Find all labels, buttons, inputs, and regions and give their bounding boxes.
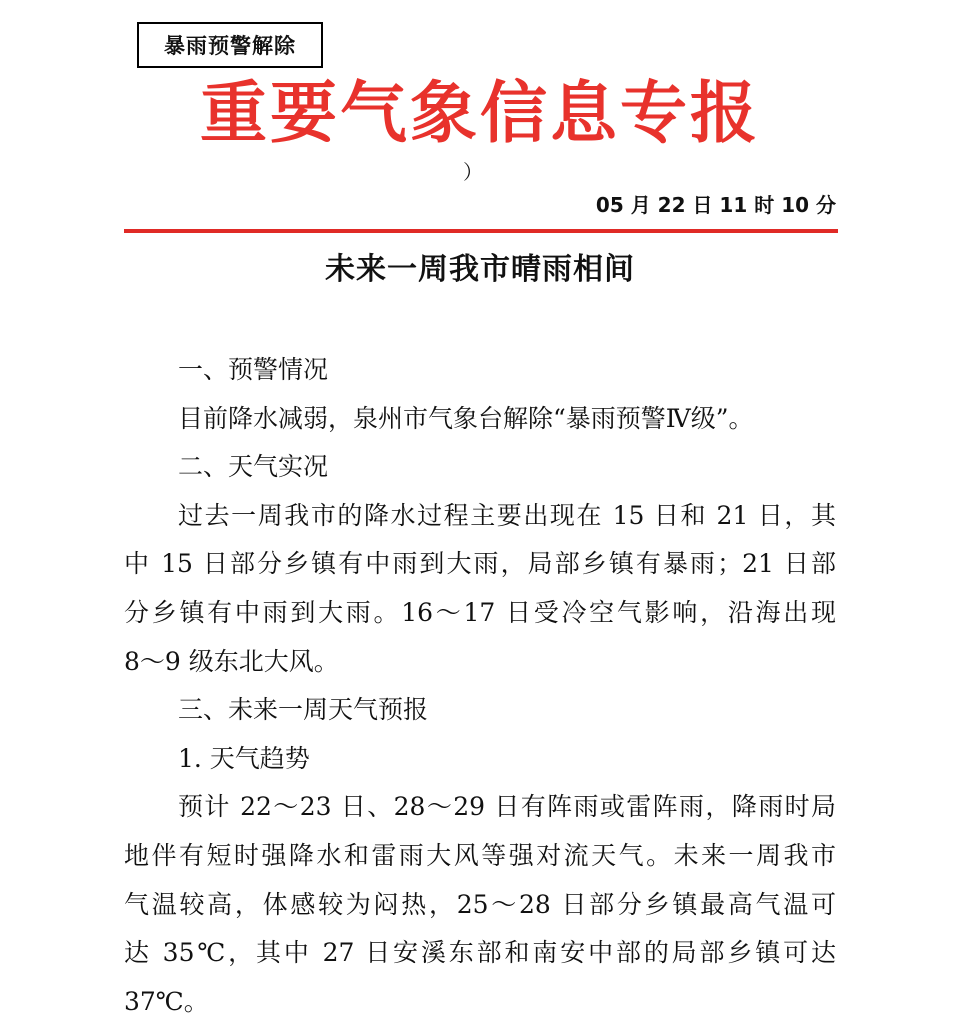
paragraph-line: 地伴有短时强降水和雷雨大风等强对流天气。未来一周我市 (124, 840, 836, 870)
body-text (124, 346, 836, 1026)
headline: 未来一周我市晴雨相间 (325, 252, 635, 287)
paragraph-line: 中 15 日部分乡镇有中雨到大雨，局部乡镇有暴雨；21 日部 (124, 549, 836, 579)
paragraph-line: 8～9 级东北大风。 (124, 646, 339, 676)
issue-number: ） (463, 160, 483, 184)
paragraph-line: 过去一周我市的降水过程主要出现在 15 日和 21 日，其 (178, 500, 836, 530)
paragraph-line: 分乡镇有中雨到大雨。16～17 日受冷空气影响，沿海出现 (124, 597, 836, 627)
paragraph-line: 1. 天气趋势 (178, 743, 310, 773)
header-divider (124, 229, 838, 233)
paragraph-line: 达 35℃，其中 27 日安溪东部和南安中部的局部乡镇可达 (124, 938, 836, 968)
paragraph-line: 气温较高，体感较为闷热，25～28 日部分乡镇最高气温可 (124, 889, 836, 919)
section-heading: 三、未来一周天气预报 (178, 695, 429, 725)
status-badge: 暴雨预警解除 (137, 22, 323, 68)
issue-timestamp: 05 月 22 日 11 时 10 分 (595, 193, 836, 217)
section-heading: 一、预警情况 (178, 355, 329, 384)
masthead-title: 重要气象信息专报 (200, 73, 760, 152)
section-heading: 二、天气实况 (178, 452, 329, 482)
paragraph-line: 37℃。 (124, 986, 209, 1016)
paragraph-line: 预计 22～23 日、28～29 日有阵雨或雷阵雨，降雨时局 (178, 792, 836, 822)
paragraph-line: 目前降水减弱，泉州市气象台解除“暴雨预警Ⅳ级”。 (178, 403, 754, 433)
